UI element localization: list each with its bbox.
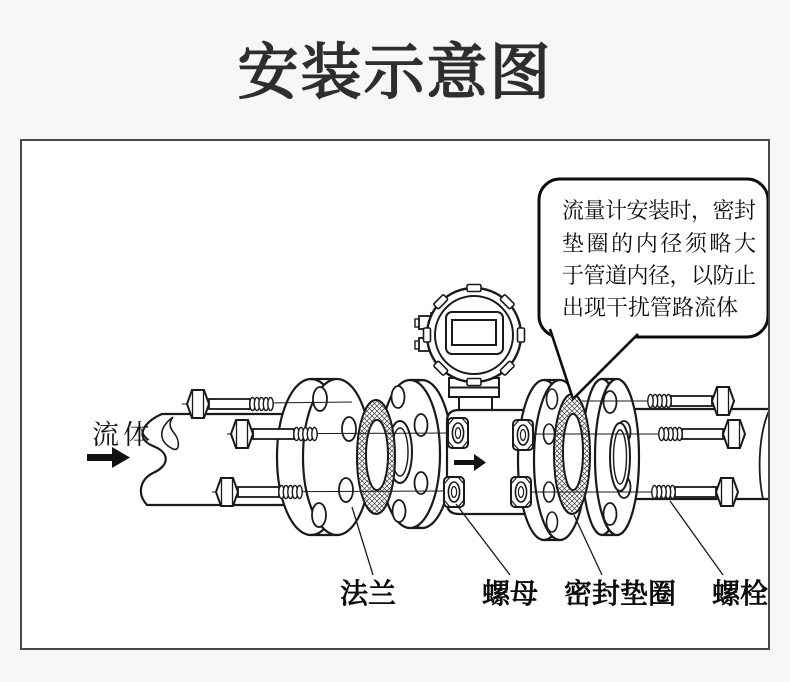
- flow-direction-arrow-icon: [87, 447, 130, 468]
- callout-line: 于管道内径，以防止: [562, 263, 756, 288]
- callout-line: 流量计安装时，密封: [562, 198, 756, 223]
- page-title: 安装示意图: [237, 38, 553, 106]
- nut-label: 螺母: [481, 578, 539, 609]
- schematic-drawing: [22, 141, 768, 648]
- callout-line: 出现干扰管路流体: [562, 295, 739, 320]
- callout-line: 垫圈的内径须略大: [562, 231, 756, 256]
- sealing-gasket-right: [554, 394, 590, 514]
- flange-nut: [513, 420, 533, 450]
- hex-bolt: [659, 420, 745, 448]
- flange-nut: [444, 477, 464, 507]
- flange-label: 法兰: [339, 578, 397, 609]
- flange-nut: [511, 477, 531, 507]
- hex-bolt: [652, 478, 738, 506]
- sealing-gasket-left: [357, 400, 395, 514]
- diagram-panel: [20, 139, 770, 650]
- flange-nut: [448, 418, 468, 448]
- display-screen: [452, 320, 496, 345]
- gasket-label: 密封垫圈: [563, 578, 677, 609]
- fluid-label: 流体: [92, 420, 154, 450]
- hex-bolt: [648, 387, 734, 415]
- callout-bubble: [539, 179, 768, 399]
- bolt-label: 螺栓: [711, 578, 768, 609]
